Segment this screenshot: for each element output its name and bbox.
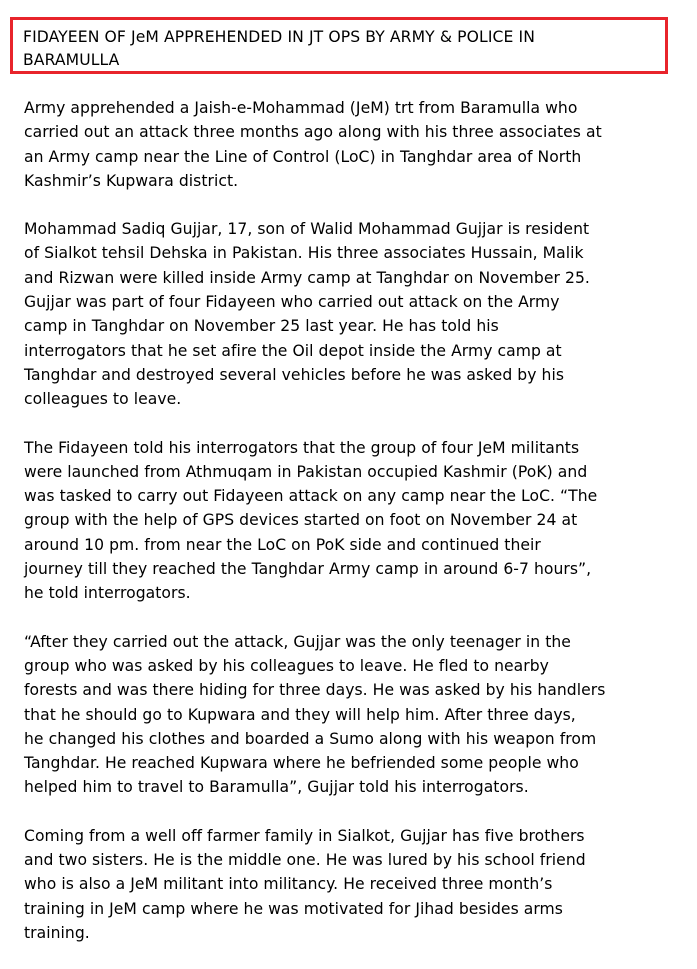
paragraph-1: Army apprehended a Jaish-e-Mohammad (JeM) trt from Baramulla who carried out an attack three months ago along with his three associates at an Army camp near the Line of Control (LoC) in Tanghdar area of North Kashmir’s Kupwara district. (24, 99, 602, 190)
paragraph-4: “After they carried out the attack, Gujjar was the only teenager in the group who was asked by his colleagues to leave. He fled to nearby forests and was there hiding for three days. He was asked by his handlers that he should go to Kupwara and they will help him. After three days, he changed his clothes and boarded a Sumo along with his weapon from Tanghdar. He reached Kupwara where he befriended some people who helped him to travel to Baramulla”, Gujjar told his interrogators. (24, 632, 606, 797)
headline: FIDAYEEN OF JeM APPREHENDED IN JT OPS BY ARMY & POLICE IN BARAMULLA (23, 28, 535, 69)
paragraph-2: Mohammad Sadiq Gujjar, 17, son of Walid Mohammad Gujjar is resident of Sialkot tehsil Dehska in Pakistan. His three associates Hussain, Malik and Rizwan were killed inside Army camp at Tanghdar on November 25. Gujjar was part of four Fidayeen who carried out attack on the Army camp in Tanghdar on November 25 last year. He has told his interrogators that he set afire the Oil depot inside the Army camp at Tanghdar and destroyed several vehicles before he was asked by his colleagues to leave. (24, 220, 590, 409)
article-body (24, 96, 692, 969)
paragraph-5: Coming from a well off farmer family in Sialkot, Gujjar has five brothers and two sisters. He is the middle one. He was lured by his school friend who is also a JeM militant into militancy. He received three month’s training in JeM camp where he was motivated for Jihad besides arms training. (24, 826, 586, 942)
headline-box (10, 17, 668, 74)
paragraph-3: The Fidayeen told his interrogators that the group of four JeM militants were launched from Athmuqam in Pakistan occupied Kashmir (PoK) and was tasked to carry out Fidayeen attack on any camp near the LoC. “The group with the help of GPS devices started on foot on November 24 at around 10 pm. from near the LoC on PoK side and continued their journey till they reached the Tanghdar Army camp in around 6-7 hours”, he told interrogators. (24, 438, 598, 603)
